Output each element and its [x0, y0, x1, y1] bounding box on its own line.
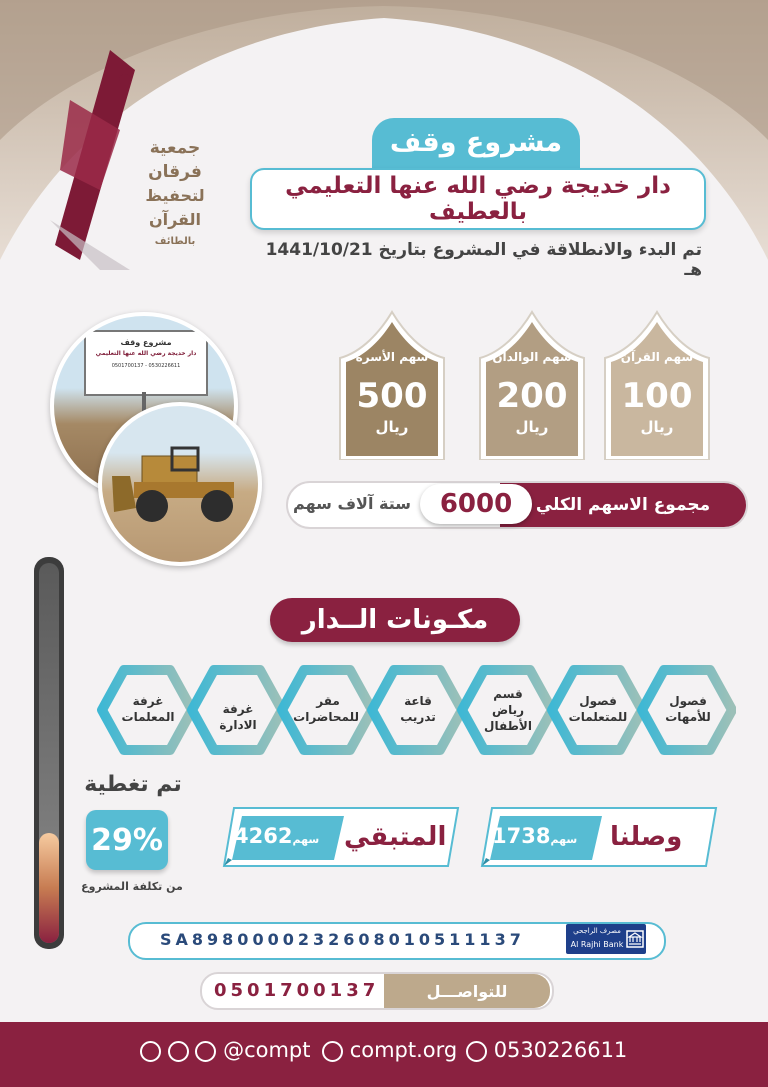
bank-name-en: Al Rajhi Bank	[570, 940, 624, 949]
share-amount-parents: 200	[496, 376, 568, 416]
total-shares-value: 6000	[420, 484, 532, 524]
component-admin-room: غرفة الادارة	[219, 702, 257, 733]
component-lecture-hall: مقر للمحاضرات	[293, 694, 359, 725]
reached-label: وصلنا	[610, 822, 683, 852]
bulldozer-icon	[112, 446, 252, 526]
footer-whatsapp[interactable]	[466, 1038, 627, 1062]
social-handle[interactable]: @compt	[223, 1038, 311, 1062]
project-name: دار خديجة رضي الله عنها التعليمي بالعطيف	[250, 168, 706, 230]
signboard	[84, 330, 208, 396]
sign-line-2: دار خديجة رضي الله عنها التعليمي	[95, 350, 197, 357]
footer-social[interactable]	[140, 1038, 310, 1062]
share-currency-quran: ريال	[640, 418, 674, 436]
component-mothers-classes: فصول للأمهات	[665, 694, 711, 725]
project-label: مشروع وقف	[372, 118, 580, 168]
instagram-icon[interactable]	[140, 1041, 161, 1062]
bank-logo	[566, 924, 646, 954]
total-shares-words: ستة آلاف سهم	[293, 494, 411, 513]
remaining-number: 4262	[234, 824, 293, 848]
whatsapp-icon	[466, 1041, 487, 1062]
whatsapp-number[interactable]: 0530226611	[493, 1038, 628, 1062]
iban-number[interactable]: SA8980000232608010511137	[160, 930, 525, 949]
snapchat-icon[interactable]	[195, 1041, 216, 1062]
covered-label: تم تغطية	[84, 772, 182, 797]
reached-number: 1738	[492, 824, 551, 848]
share-amount-family: 500	[356, 376, 428, 416]
share-label-quran: سهم القرآن	[620, 350, 694, 364]
logo-line-3: لتحفيظ	[145, 186, 205, 205]
footer-bar	[0, 1022, 768, 1087]
of-cost-label: من تكلفة المشروع	[81, 880, 183, 893]
share-label-parents: سهم الوالدان	[492, 350, 572, 364]
component-kindergarten: قسم رياض الأطفال	[484, 687, 532, 734]
logo-line-4: القرآن	[148, 210, 202, 229]
component-teachers-room: غرفة المعلمات	[121, 694, 175, 725]
reached-value	[492, 824, 577, 848]
share-card-family[interactable]	[333, 308, 451, 458]
start-date-line: تم البدء والانطلاقة في المشروع بتاريخ 1441/10/21 هـ	[265, 240, 702, 280]
logo-mark	[40, 40, 150, 270]
share-amount-quran: 100	[621, 376, 693, 416]
remaining-unit: سهم	[292, 833, 320, 846]
logo-line-5: بالطائف	[154, 236, 196, 247]
website-text[interactable]: compt.org	[349, 1038, 458, 1062]
contact-label: للتواصـــل	[384, 974, 550, 1008]
remaining-label: المتبقي	[344, 822, 447, 852]
footer-website[interactable]	[322, 1038, 457, 1062]
sign-line-1: مشروع وقف	[120, 338, 172, 347]
total-shares-label: مجموع الاسهم الكلي	[500, 483, 746, 527]
globe-icon	[322, 1041, 343, 1062]
components-title: مكـونات الــدار	[270, 598, 520, 642]
reached-unit: سهم	[550, 833, 578, 846]
progress-fill	[39, 833, 59, 943]
project-photo-bulldozer	[98, 402, 262, 566]
component-training-hall: قاعة تدريب	[400, 694, 436, 725]
share-currency-parents: ريال	[515, 418, 549, 436]
remaining-value	[234, 824, 319, 848]
logo-line-2: فرقان	[148, 162, 202, 182]
coverage-percent: 29%	[86, 810, 168, 870]
component-learners-classes: فصول للمتعلمات	[568, 694, 628, 725]
share-label-family: سهم الأسرة	[355, 350, 429, 364]
share-card-parents[interactable]	[473, 308, 591, 458]
contact-phone[interactable]: 0501700137	[214, 980, 380, 1001]
bank-emblem-icon	[626, 930, 644, 948]
sign-line-3: 0501700137 - 0530226611	[111, 363, 181, 369]
logo	[40, 40, 210, 270]
logo-line-1: جمعية	[149, 138, 201, 158]
bank-name-ar: مصرف الراجحي	[573, 927, 621, 935]
twitter-icon[interactable]	[168, 1041, 189, 1062]
share-card-quran[interactable]	[598, 308, 716, 458]
share-currency-family: ريال	[375, 418, 409, 436]
